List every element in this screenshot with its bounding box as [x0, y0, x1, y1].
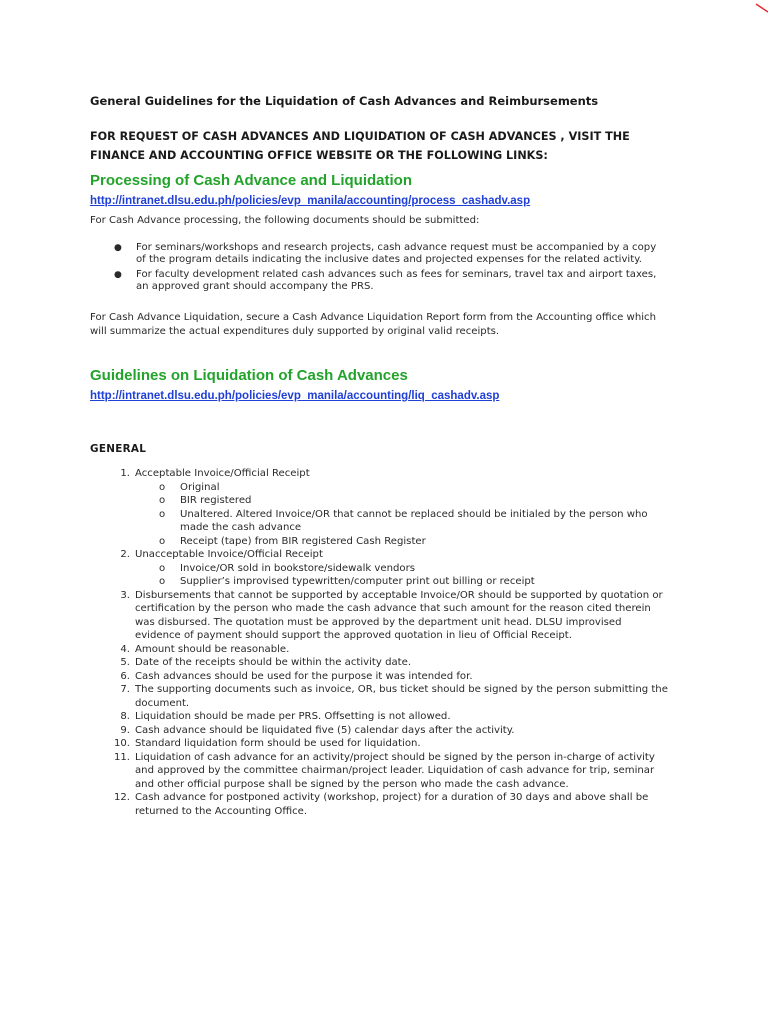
list-item [90, 548, 670, 589]
section-guidelines [90, 367, 670, 818]
sub-list-item [135, 494, 670, 508]
item-number: 11. [113, 751, 130, 763]
item-number: 1. [120, 468, 130, 480]
list-item [90, 670, 670, 684]
sub-item-text: Supplier’s improvised typewritten/computer print out billing or receipt [180, 576, 535, 588]
item-text: Date of the receipts should be within the activity date. [135, 657, 412, 669]
item-number: 6. [120, 670, 130, 682]
item-number: 5. [120, 657, 130, 669]
sub-bullet-icon: o [159, 508, 166, 520]
item-text: Liquidation of cash advance for an activity/project should be signed by the person in-charge of activity and approved by the committee chairman/project leader. Liquidation of cash advance for trip, seminar and other official purpose shall be signed by the person who made the cash advance. [135, 751, 655, 790]
sub-item-text: Receipt (tape) from BIR registered Cash Register [180, 535, 426, 547]
sub-bullet-icon: o [159, 535, 166, 547]
guidelines-list [90, 467, 670, 818]
bullet-icon: ● [114, 242, 122, 253]
item-text: Cash advances should be used for the purpose it was intended for. [135, 670, 473, 682]
sub-list-item [135, 481, 670, 495]
item-text: Standard liquidation form should be used for liquidation. [135, 738, 421, 750]
sub-item-text: BIR registered [180, 495, 252, 507]
intro-paragraph: FOR REQUEST OF CASH ADVANCES AND LIQUIDATION OF CASH ADVANCES , VISIT THE FINANCE AND ACCOUNTING OFFICE WEBSITE OR THE FOLLOWING LINKS: [90, 130, 630, 162]
general-label: GENERAL [90, 443, 147, 456]
item-number: 10. [113, 738, 130, 750]
section-heading-processing: Processing of Cash Advance and Liquidation [90, 172, 412, 189]
sub-list-item [135, 562, 670, 576]
sub-list-item [135, 508, 670, 535]
list-item [90, 751, 670, 792]
item-number: 4. [120, 643, 130, 655]
bullet-list [90, 242, 666, 294]
sub-bullet-icon: o [159, 562, 166, 574]
list-item [90, 710, 670, 724]
sub-bullet-icon: o [159, 576, 166, 588]
list-item [90, 737, 670, 751]
list-item [90, 467, 670, 548]
list-item [90, 643, 670, 657]
item-text: Acceptable Invoice/Official Receipt [135, 468, 310, 480]
item-text: Liquidation should be made per PRS. Offsetting is not allowed. [135, 711, 451, 723]
item-number: 3. [120, 589, 130, 601]
bullet-icon: ● [114, 269, 122, 280]
link-liq-cashadv[interactable]: http://intranet.dlsu.edu.ph/policies/evp_manila/accounting/liq_cashadv.asp [90, 390, 500, 403]
item-text: Cash advance should be liquidated five (5) calendar days after the activity. [135, 724, 515, 736]
sub-item-text: Original [180, 481, 220, 493]
item-text: Disbursements that cannot be supported by acceptable Invoice/OR should be supported by quotation or certification by the person who made the cash advance that such amount for the reason cited therein was disbursed. The quotation must be approved by the department unit head. DLSU improvised evidence of payment should support the approved quotation in lieu of Official Receipt. [135, 589, 663, 642]
section-heading-guidelines: Guidelines on Liquidation of Cash Advances [90, 367, 408, 385]
document-title: General Guidelines for the Liquidation of Cash Advances and Reimbursements [90, 94, 599, 108]
sub-bullet-icon: o [159, 481, 166, 493]
item-number: 7. [120, 684, 130, 696]
item-number: 2. [120, 549, 130, 561]
sub-list-item [135, 575, 670, 589]
document-page [90, 94, 670, 818]
list-item [90, 589, 670, 643]
link-process-cashadv[interactable]: http://intranet.dlsu.edu.ph/policies/evp_manila/accounting/process_cashadv.asp [90, 195, 531, 207]
item-text: Unacceptable Invoice/Official Receipt [135, 549, 323, 561]
sub-bullet-icon: o [159, 495, 166, 507]
sub-item-text: Unaltered. Altered Invoice/OR that cannot be replaced should be initialed by the person who made the cash advance [180, 508, 648, 534]
section-lead-text: For Cash Advance processing, the following documents should be submitted: [90, 215, 480, 226]
item-text: Amount should be reasonable. [135, 643, 290, 655]
list-item: ● For seminars/workshops and research projects, cash advance request must be accompanied by a copy of the program details indicating the inclusive dates and projected expenses for the related activity. [114, 241, 657, 266]
corner-mark [748, 0, 768, 20]
item-number: 12. [113, 792, 130, 804]
list-item [90, 724, 670, 738]
list-item [90, 656, 670, 670]
item-text: The supporting documents such as invoice, OR, bus ticket should be signed by the person submitting the document. [135, 684, 668, 709]
sub-list-item [135, 535, 670, 549]
list-item [90, 791, 670, 818]
sub-item-text: Invoice/OR sold in bookstore/sidewalk vendors [180, 562, 416, 574]
list-item [90, 683, 670, 710]
item-number: 8. [120, 711, 130, 723]
sub-list [135, 562, 670, 589]
sub-list [135, 481, 670, 549]
section-processing [90, 172, 670, 338]
item-number: 9. [120, 724, 130, 736]
liquidation-paragraph: For Cash Advance Liquidation, secure a Cash Advance Liquidation Report form from the Accounting office which will summarize the actual expenditures duly supported by original valid receipts. [90, 311, 656, 337]
item-text: Cash advance for postponed activity (workshop, project) for a duration of 30 days and above shall be returned to the Accounting Office. [135, 792, 649, 817]
list-item: ● For faculty development related cash advances such as fees for seminars, travel tax and airport taxes, an approved grant should accompany the PRS. [114, 268, 657, 293]
